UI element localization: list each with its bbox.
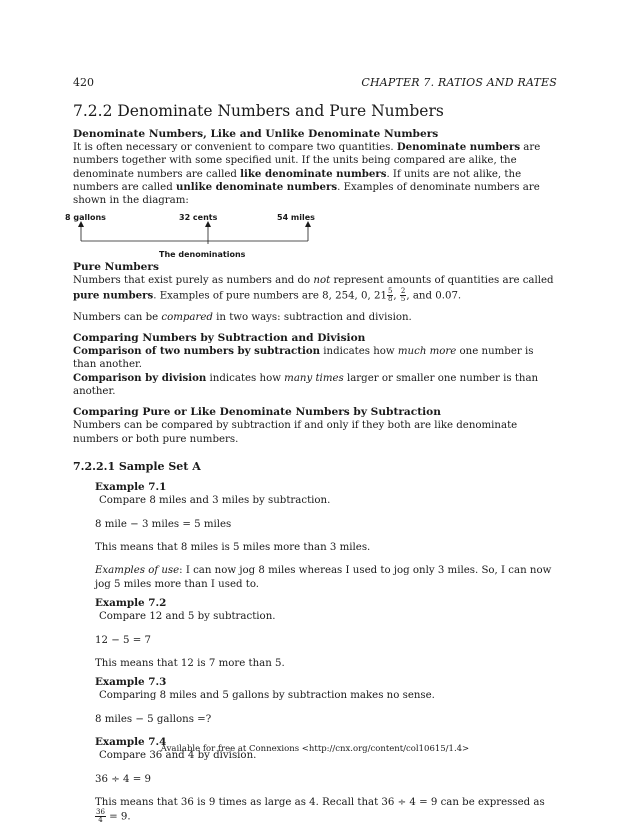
diagram-label-miles: 54 miles <box>277 213 315 223</box>
text-run: larger or smaller one number is than another. <box>73 372 539 397</box>
example-7-1 <box>95 481 557 591</box>
example-equation: 8 miles − 5 gallons =? <box>95 713 212 725</box>
example-usage <box>95 564 557 591</box>
numerator: 2 <box>400 286 406 295</box>
denominations-diagram <box>65 211 557 260</box>
example-title: Example 7.2 <box>95 596 167 609</box>
numerator: 36 <box>96 808 105 817</box>
section-title: 7.2.2 Denominate Numbers and Pure Numbers <box>73 102 444 120</box>
text-run: indicates how <box>320 346 398 358</box>
example-explanation: This means that 12 is 7 more than 5. <box>95 657 285 669</box>
term-division: Comparison by division <box>73 371 207 384</box>
text-run: represent amounts of quantities are called <box>330 275 554 287</box>
text-run: indicates how <box>206 372 285 384</box>
example-prompt: Compare 12 and 5 by subtraction. <box>99 611 276 623</box>
text-run: in two ways: subtraction and division. <box>212 311 412 323</box>
division-definition <box>73 372 557 399</box>
text-run: = 9. <box>105 811 131 823</box>
example-title: Example 7.3 <box>95 676 167 689</box>
subtraction-definition <box>73 345 557 372</box>
example-equation: 12 − 5 = 7 <box>95 634 151 646</box>
usage-label: Examples of use <box>95 565 180 577</box>
example-equation: 36 ÷ 4 = 9 <box>95 773 151 785</box>
chapter-title: CHAPTER 7. RATIOS AND RATES <box>361 76 557 89</box>
numerator: 5 <box>387 286 393 295</box>
text-run: . Examples of denominate numbers are shown in the diagram: <box>73 181 540 207</box>
term-unlike-denominate: unlike denominate numbers <box>175 180 338 193</box>
text-run: are numbers together with some specified unit. If the units being compared are alike, the denominate numbers are called <box>73 142 541 180</box>
term-denominate-numbers: Denominate numbers <box>396 141 521 153</box>
example-prompt: Comparing 8 miles and 5 gallons by subtraction makes no sense. <box>99 690 435 702</box>
emphasis-much-more: much more <box>397 346 457 358</box>
example-explanation <box>95 796 557 824</box>
text-run: , <box>393 290 400 302</box>
pure-numbers-heading: Pure Numbers <box>73 261 159 274</box>
text-run: . Examples of pure numbers are 8, 254, 0, 21 <box>153 290 387 302</box>
text-run: , and 0.07. <box>406 290 462 302</box>
text-run: : I can now jog 8 miles whereas I used to jog only 3 miles. So, I can now jog 5 miles more than I used to. <box>95 565 552 590</box>
denominator: 8 <box>387 294 393 303</box>
emphasis-not: not <box>313 275 331 287</box>
term-pure-numbers: pure numbers <box>73 289 154 302</box>
emphasis-many-times: many times <box>284 372 344 384</box>
comparing-heading: Comparing Numbers by Subtraction and Division <box>73 332 366 345</box>
page-content <box>65 102 557 824</box>
pure-numbers-paragraph <box>73 274 557 302</box>
denominator: 5 <box>400 294 406 303</box>
example-equation: 8 mile − 3 miles = 5 miles <box>95 518 232 530</box>
term-subtraction: Comparison of two numbers by subtraction <box>73 345 321 358</box>
page-footer: Available for free at Connexions <http://cnx.org/content/col10615/1.4> <box>160 744 470 754</box>
example-explanation: This means that 8 miles is 5 miles more than 3 miles. <box>95 542 371 554</box>
text-run: . If units are not alike, the numbers are called <box>73 168 522 193</box>
term-like-denominate: like denominate numbers <box>240 167 387 180</box>
example-prompt: Compare 36 and 4 by division. <box>99 750 257 762</box>
example-title: Example 7.4 <box>95 736 167 749</box>
text-run: one number is than another. <box>73 346 534 371</box>
sample-set-heading: 7.2.2.1 Sample Set A <box>73 459 201 473</box>
emphasis-compared: compared <box>161 311 213 323</box>
pure-like-heading: Comparing Pure or Like Denominate Numbers by Subtraction <box>73 406 441 419</box>
diagram-label-cents: 32 cents <box>179 213 218 223</box>
diagram-caption: The denominations <box>159 250 246 260</box>
page-number: 420 <box>73 76 94 89</box>
compare-ways-paragraph <box>73 311 557 324</box>
fraction-36-over-4 <box>95 809 106 824</box>
example-title: Example 7.1 <box>95 481 167 494</box>
example-7-2 <box>95 597 557 670</box>
example-7-3 <box>95 676 557 726</box>
text-run: It is often necessary or convenient to compare two quantities. <box>73 142 397 153</box>
example-prompt: Compare 8 miles and 3 miles by subtraction. <box>99 495 331 507</box>
diagram-label-gallons: 8 gallons <box>65 213 106 223</box>
text-run: Numbers that exist purely as numbers and do <box>73 275 314 287</box>
denominate-heading: Denominate Numbers, Like and Unlike Denominate Numbers <box>73 128 439 140</box>
denominator: 4 <box>98 816 103 824</box>
pure-like-paragraph: Numbers can be compared by subtraction if and only if they both are like denominate numbers or both pure numbers. <box>73 420 518 445</box>
text-run: This means that 36 is 9 times as large as 4. Recall that 36 ÷ 4 = 9 can be expressed as <box>95 796 545 808</box>
denominate-paragraph <box>73 141 557 207</box>
text-run: Numbers can be <box>73 311 162 323</box>
